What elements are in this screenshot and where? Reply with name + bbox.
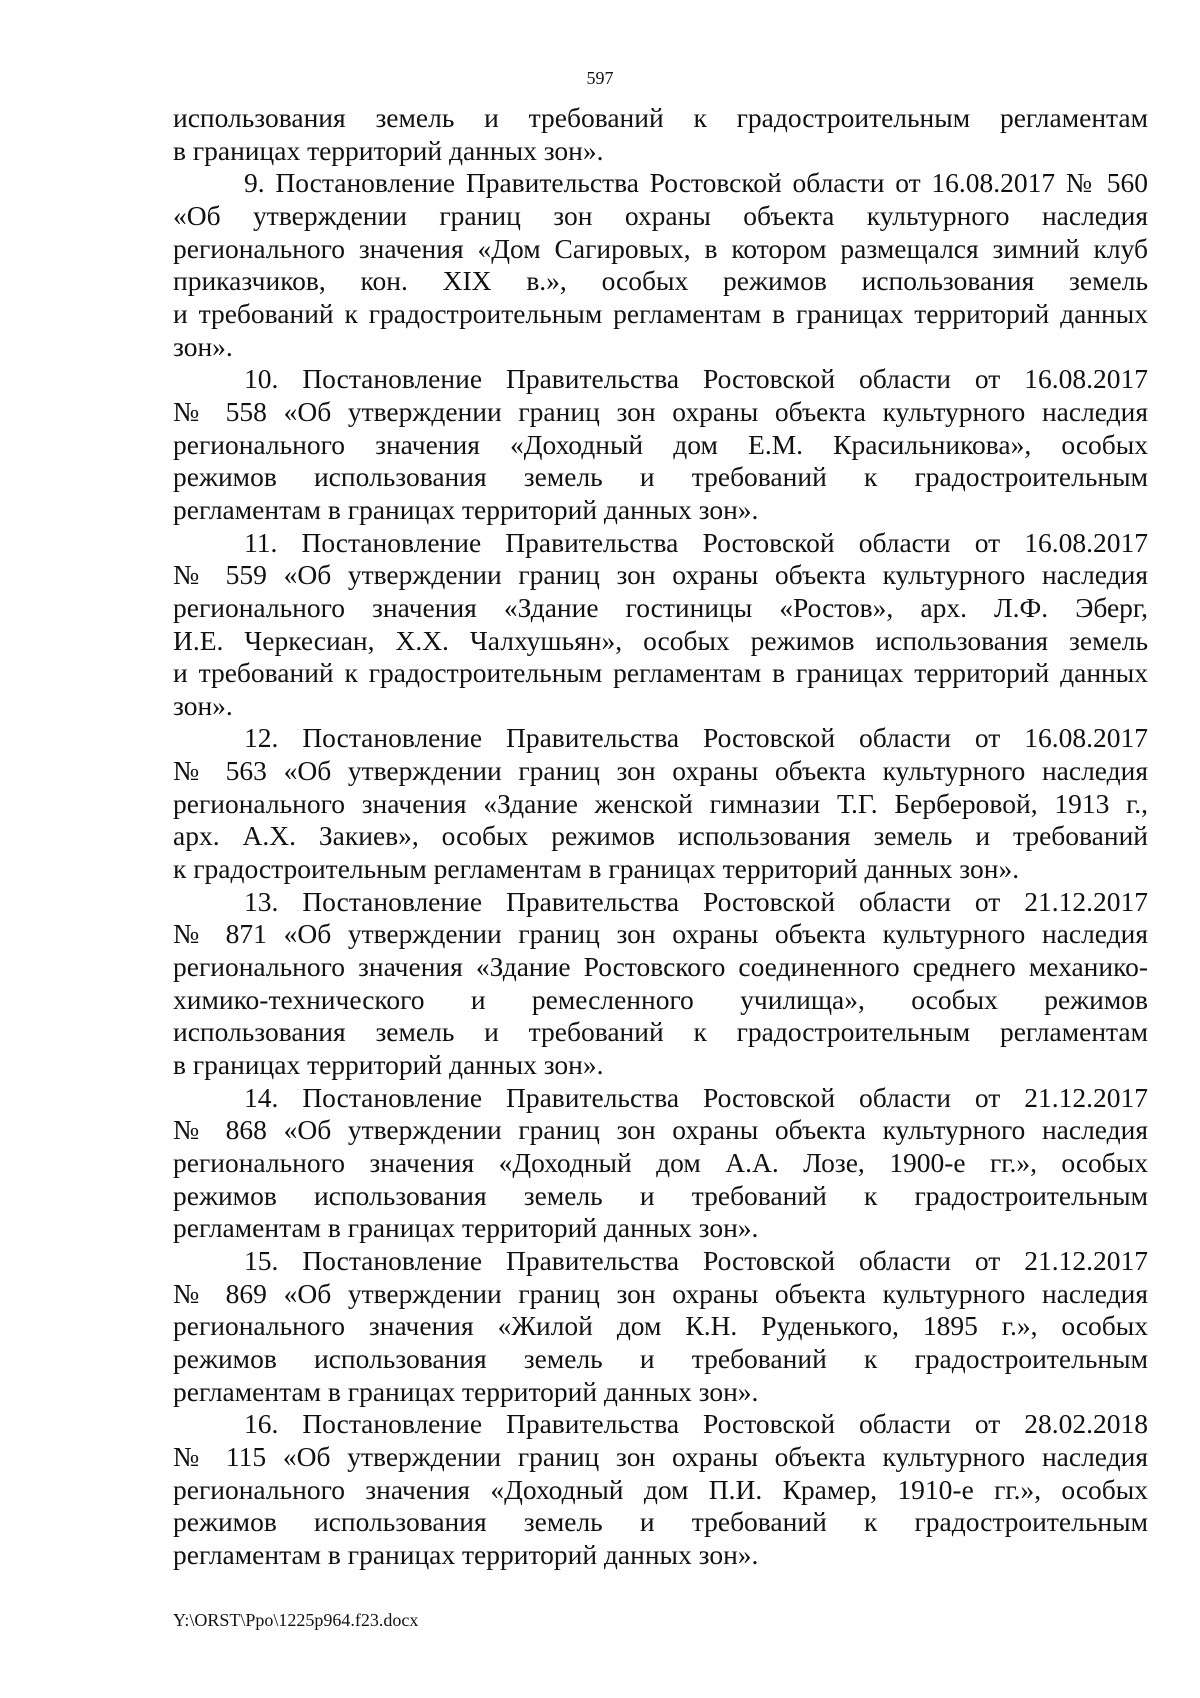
list-item-12 [173,722,1148,885]
text-line: № 115 «Об утверждении границ зон охраны объекта культурного наследия [173,1440,1148,1472]
list-item-11 [173,527,1148,723]
text-line: № 871 «Об утверждении границ зон охраны объекта культурного наследия [173,918,1148,950]
text-line: 13. Постановление Правительства Ростовской области от 21.12.2017 [244,885,1148,917]
file-path-footer: Y:\ORST\Ppo\1225p964.f23.docx [173,1610,419,1630]
list-item-16 [173,1408,1148,1571]
text-line: в границах территорий данных зон». [173,134,604,166]
text-line: 11. Постановление Правительства Ростовской области от 16.08.2017 [244,526,1148,558]
text-line: регионального значения «Доходный дом Е.М. Красильникова», особых [173,428,1148,460]
text-line: № 868 «Об утверждении границ зон охраны объекта культурного наследия [173,1114,1148,1146]
text-line: регионального значения «Здание гостиницы «Ростов», арх. Л.Ф. Эберг, [173,591,1148,623]
text-line: регионального значения «Дом Сагировых, в котором размещался зимний клуб [173,232,1148,264]
text-line: 14. Постановление Правительства Ростовской области от 21.12.2017 [244,1081,1148,1113]
text-line: 15. Постановление Правительства Ростовской области от 21.12.2017 [244,1244,1148,1276]
list-item-9 [173,167,1148,363]
text-line: 12. Постановление Правительства Ростовской области от 16.08.2017 [244,722,1148,754]
text-line: режимов использования земель и требований к градостроительным [173,461,1148,493]
text-line: и требований к градостроительным регламентам в границах территорий данных [173,657,1148,689]
text-line: № 558 «Об утверждении границ зон охраны объекта культурного наследия [173,395,1148,427]
text-line: 16. Постановление Правительства Ростовской области от 28.02.2018 [244,1408,1148,1440]
text-line: «Об утверждении границ зон охраны объекта культурного наследия [173,199,1148,231]
text-line: режимов использования земель и требований к градостроительным [173,1342,1148,1374]
text-line: и требований к градостроительным регламентам в границах территорий данных [173,297,1148,329]
text-line: регионального значения «Доходный дом П.И. Крамер, 1910-е гг.», особых [173,1473,1148,1505]
text-line: химико-технического и ремесленного училища», особых режимов [173,983,1148,1015]
text-line: регионального значения «Доходный дом А.А. Лозе, 1900-е гг.», особых [173,1147,1148,1178]
text-line: регламентам в границах территорий данных зон». [173,1375,759,1407]
page-number: 597 [586,68,614,88]
text-line: регламентам в границах территорий данных зон». [173,1538,759,1570]
text-line: № 869 «Об утверждении границ зон охраны объекта культурного наследия [173,1277,1148,1309]
text-line: приказчиков, кон. XIX в.», особых режимов использования земель [173,265,1148,297]
list-item-13 [173,886,1148,1082]
text-line: регионального значения «Здание Ростовского соединенного среднего механико- [173,951,1148,983]
text-line: зон». [173,689,233,721]
text-line: в границах территорий данных зон». [173,1049,604,1081]
text-line: использования земель и требований к градостроительным регламентам [173,1016,1148,1048]
text-line: использования земель и требований к градостроительным регламентам [173,102,1148,133]
text-line: режимов использования земель и требований к градостроительным [173,1506,1148,1538]
text-line: режимов использования земель и требований к градостроительным [173,1179,1148,1211]
list-item-14 [173,1082,1148,1245]
text-line: регламентам в границах территорий данных зон». [173,1212,759,1244]
text-line: к градостроительным регламентам в границах территорий данных зон». [173,853,1020,885]
text-line: регионального значения «Жилой дом К.Н. Руденького, 1895 г.», особых [173,1310,1148,1342]
text-line: № 563 «Об утверждении границ зон охраны объекта культурного наследия [173,755,1148,787]
text-line: 9. Постановление Правительства Ростовской области от 16.08.2017 № 560 [244,167,1148,199]
list-item-15 [173,1245,1148,1408]
document-body [173,102,1148,1572]
list-item-10 [173,363,1148,526]
text-line: И.Е. Черкесиан, Х.Х. Чалхушьян», особых режимов использования земель [173,624,1148,656]
text-line: регламентам в границах территорий данных зон». [173,493,759,525]
text-line: зон». [173,330,233,362]
text-line: регионального значения «Здание женской гимназии Т.Г. Берберовой, 1913 г., [173,787,1148,819]
text-line: арх. А.Х. Закиев», особых режимов использования земель и требований [173,820,1148,852]
text-line: 10. Постановление Правительства Ростовской области от 16.08.2017 [244,363,1148,395]
paragraph-continuation [173,102,1148,167]
text-line: № 559 «Об утверждении границ зон охраны объекта культурного наследия [173,559,1148,591]
